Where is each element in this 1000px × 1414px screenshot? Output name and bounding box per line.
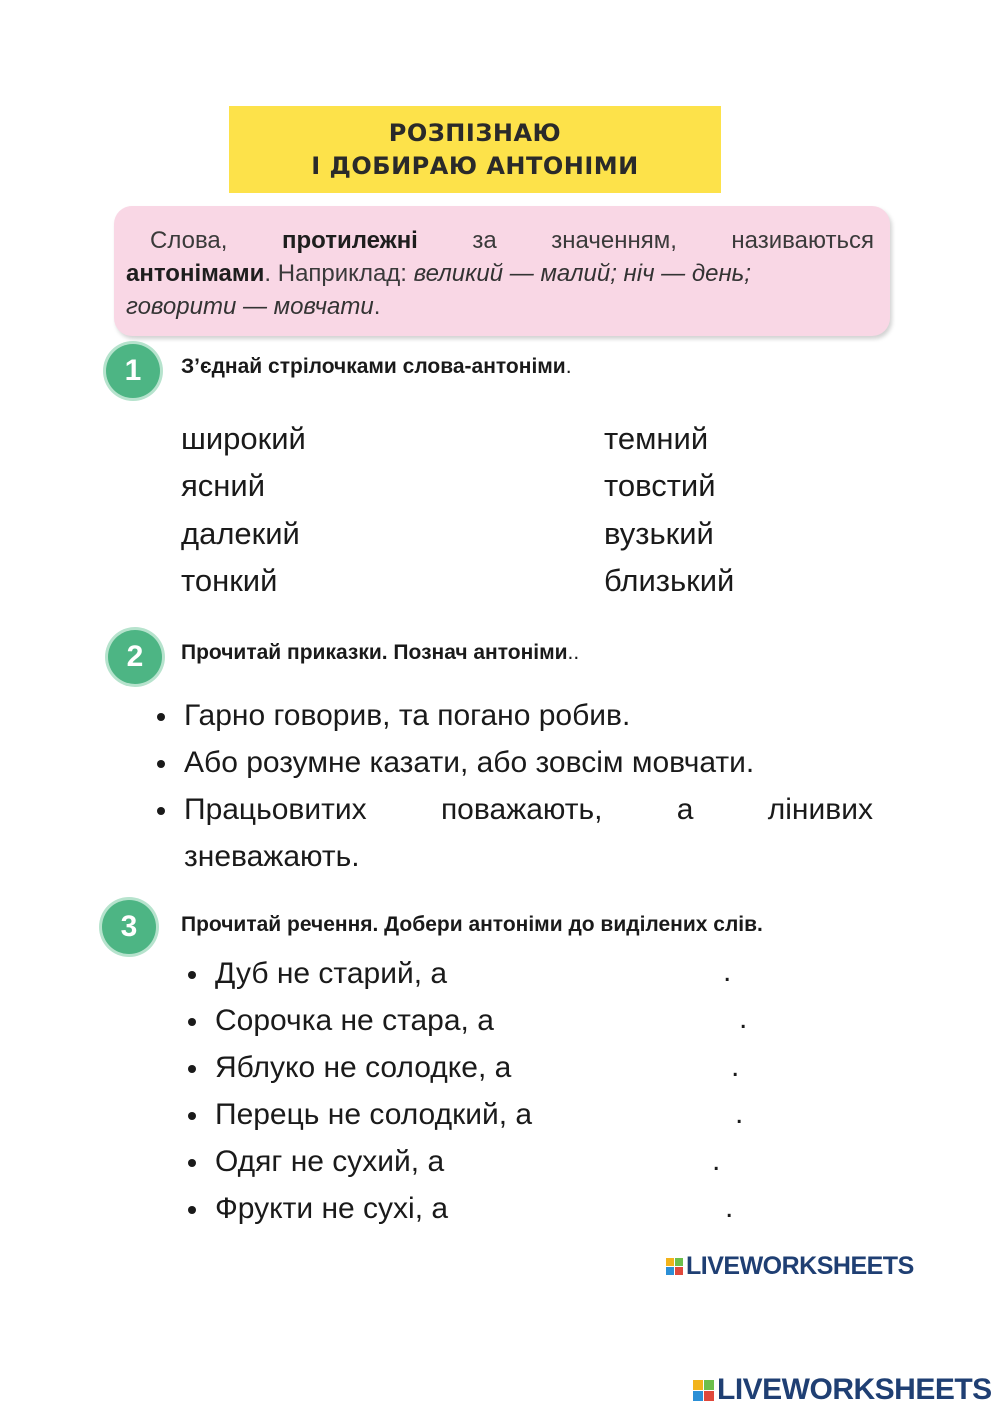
- liveworksheets-logo: [666, 1252, 914, 1281]
- sentence-4: Перець не солодкий, а: [215, 1091, 532, 1138]
- task-2-number-badge: 2: [108, 630, 162, 684]
- rule-word: називаються: [731, 227, 874, 254]
- proverb-3-word: Працьовитих: [184, 793, 367, 826]
- right-word-1[interactable]: темний: [604, 421, 709, 456]
- logo-cubes-icon: [666, 1258, 683, 1275]
- sentence-list: [215, 950, 532, 1232]
- rule-line-1: [126, 224, 874, 257]
- rule-line-2: [126, 257, 874, 290]
- rule-example-1: великий — малий; ніч — день;: [413, 260, 751, 287]
- logo-cubes-icon: [693, 1380, 714, 1401]
- proverb-3[interactable]: [184, 786, 873, 880]
- proverb-1[interactable]: Гарно говорив, та погано робив.: [184, 692, 873, 739]
- rule-word: Слова,: [150, 227, 228, 254]
- right-word-4[interactable]: близький: [604, 563, 735, 598]
- banner-line-1: РОЗПІЗНАЮ: [388, 118, 562, 147]
- title-banner: [229, 106, 721, 193]
- sentence-6: Фрукти не сухі, а: [215, 1185, 532, 1232]
- proverb-3-word: а: [676, 793, 694, 826]
- logo-text: LIVEWORKSHEETS: [717, 1373, 992, 1406]
- proverb-3-word: поважають,: [440, 793, 603, 826]
- sentence-2-period: .: [739, 1002, 748, 1035]
- sentence-3-period: .: [731, 1050, 740, 1083]
- proverb-list: [184, 692, 873, 880]
- left-word-4[interactable]: тонкий: [181, 563, 278, 598]
- sentence-5-period: .: [712, 1144, 721, 1177]
- sentence-4-period: .: [735, 1097, 744, 1130]
- left-word-3[interactable]: далекий: [181, 516, 300, 551]
- task-2-title: [181, 641, 579, 665]
- sentence-2: Сорочка не стара, а: [215, 997, 532, 1044]
- sentence-6-period: .: [725, 1191, 734, 1224]
- task-1-title-end: .: [565, 355, 572, 378]
- rule-line-3: [126, 290, 874, 323]
- task-2-title-text: Прочитай приказки. Познач антоніми: [181, 641, 568, 664]
- task-3-title: Прочитай речення. Добери антоніми до виділених слів.: [181, 913, 763, 936]
- rule-word-bold: протилежні: [281, 227, 418, 254]
- right-word-2[interactable]: товстий: [604, 468, 716, 503]
- left-word-1[interactable]: широкий: [181, 421, 306, 456]
- task-1-number-badge: 1: [106, 344, 160, 398]
- sentence-3: Яблуко не солодке, а: [215, 1044, 532, 1091]
- banner-line-2: І ДОБИРАЮ АНТОНІМИ: [311, 151, 639, 180]
- liveworksheets-footer-logo: [693, 1373, 992, 1407]
- left-word-2[interactable]: ясний: [181, 468, 266, 503]
- task-1-title: [181, 355, 572, 379]
- rule-box: [114, 206, 890, 336]
- task-2-title-end: ..: [567, 641, 580, 664]
- proverb-3-word: лінивих: [767, 793, 873, 826]
- proverb-3-line-2: зневажають.: [184, 840, 360, 873]
- logo-text: LIVEWORKSHEETS: [686, 1252, 914, 1280]
- task-3-number-badge: 3: [102, 900, 156, 954]
- right-word-3[interactable]: вузький: [604, 516, 714, 551]
- sentence-1-period: .: [723, 955, 732, 988]
- proverb-3-line-1: [184, 786, 873, 833]
- rule-example-2: говорити — мовчати: [126, 293, 374, 320]
- sentence-5: Одяг не сухий, а: [215, 1138, 532, 1185]
- proverb-2[interactable]: Або розумне казати, або зовсім мовчати.: [184, 739, 873, 786]
- rule-text: . Наприклад:: [264, 260, 414, 287]
- rule-term: антонімами: [126, 260, 265, 287]
- rule-word: за: [472, 227, 497, 254]
- sentence-1: Дуб не старий, а: [215, 950, 532, 997]
- task-1-title-text: З’єднай стрілочками слова-антоніми: [181, 355, 566, 378]
- rule-end: .: [373, 293, 381, 320]
- rule-word: значенням,: [551, 227, 677, 254]
